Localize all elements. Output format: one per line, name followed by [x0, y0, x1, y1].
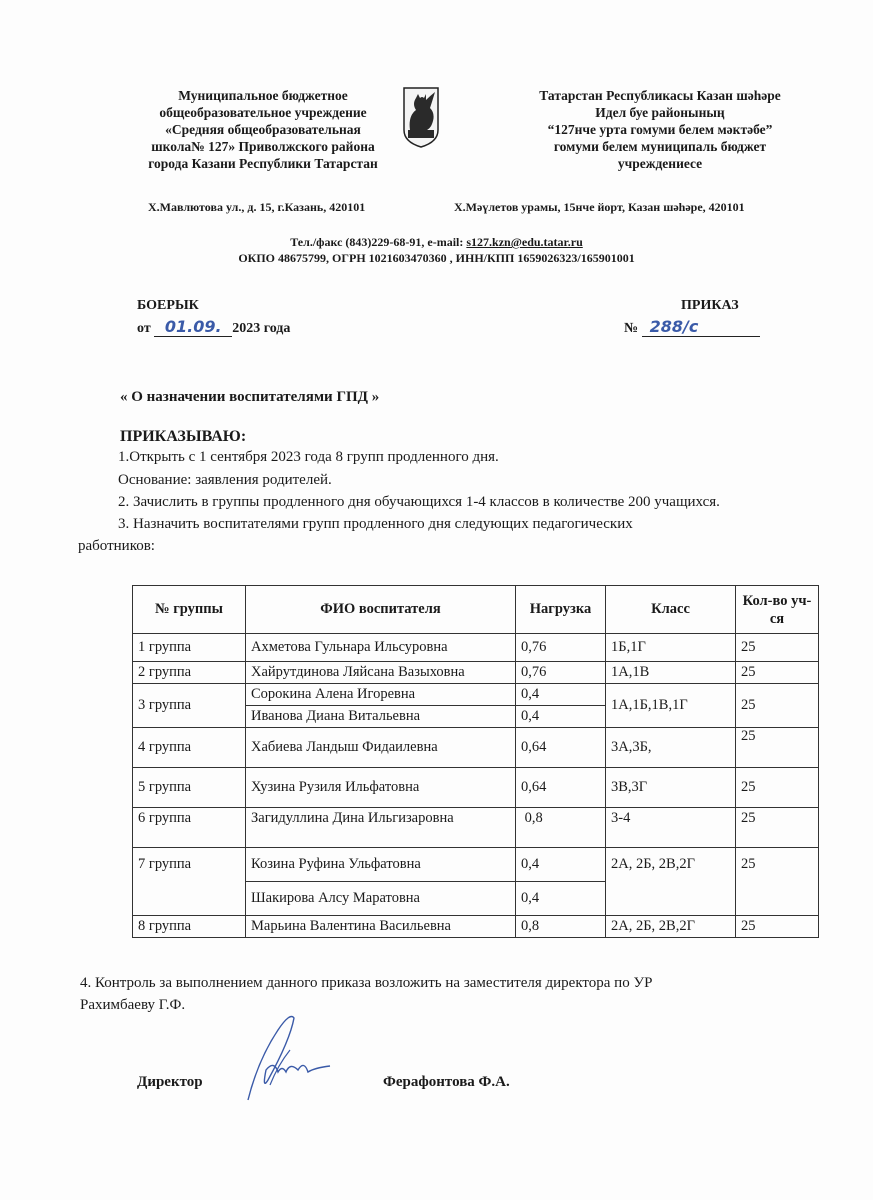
header-line: школа№ 127» Приволжского района: [151, 139, 375, 154]
cell-group: 5 группа: [133, 768, 246, 808]
cell-load: 0,4: [516, 882, 606, 916]
cell-name: Козина Руфина Ульфатовна: [246, 848, 516, 882]
cell-group: 3 группа: [133, 684, 246, 728]
cell-group: 7 группа: [133, 848, 246, 882]
cell-class: 1Б,1Г: [606, 634, 736, 662]
cell-name: Марьина Валентина Васильевна: [246, 916, 516, 938]
order-title-russian: ПРИКАЗ: [681, 298, 739, 313]
col-header-group: № группы: [133, 586, 246, 634]
order-date: [137, 317, 290, 337]
date-suffix: 2023 года: [232, 321, 291, 336]
cell-name: Сорокина Алена Игоревна: [246, 684, 516, 706]
cell-count: 25: [736, 728, 819, 768]
header-line: гомуми белем муниципаль бюджет: [553, 139, 767, 154]
school-name-russian: [118, 87, 408, 172]
table-row: [133, 684, 819, 706]
cell-group: 1 группа: [133, 634, 246, 662]
address-russian: Х.Мавлютова ул., д. 15, г.Казань, 420101: [148, 200, 366, 214]
cell-load: 0,64: [516, 728, 606, 768]
cell-load: 0,8: [516, 916, 606, 938]
header-line: “127нче урта гомуми белем мәктәбе”: [547, 122, 773, 137]
cell-count: 25: [736, 848, 819, 882]
address-tatar: Х.Мәүлетов урамы, 15нче йорт, Казан шәһәре, 420101: [454, 200, 745, 214]
cell-group: [133, 882, 246, 916]
cell-name: Ахметова Гульнара Ильсуровна: [246, 634, 516, 662]
order-number: [624, 317, 760, 337]
director-name: Ферафонтова Ф.А.: [383, 1074, 510, 1090]
cell-class: 3В,3Г: [606, 768, 736, 808]
col-header-class: Класс: [606, 586, 736, 634]
date-prefix: от: [137, 321, 151, 336]
order-title-tatar: БОЕРЫК: [137, 298, 199, 313]
cell-count: 25: [736, 634, 819, 662]
cell-count: 25: [736, 662, 819, 684]
item-3-cont: работников:: [78, 538, 155, 554]
item-4-cont: Рахимбаеву Г.Ф.: [80, 997, 186, 1013]
cell-load: 0,76: [516, 634, 606, 662]
item-2: 2. Зачислить в группы продленного дня обучающихся 1-4 классов в количестве 200 учащихся.: [118, 494, 720, 510]
cell-count: 25: [736, 684, 819, 728]
school-name-tatar: [520, 87, 800, 172]
cell-group: 6 группа: [133, 808, 246, 848]
basis: Основание: заявления родителей.: [118, 472, 332, 488]
col-header-count: Кол-во уч-ся: [736, 586, 819, 634]
email-link[interactable]: s127.kzn@edu.tatar.ru: [466, 235, 583, 249]
educators-table: [132, 585, 819, 938]
cell-group: 2 группа: [133, 662, 246, 684]
cell-class: [606, 882, 736, 916]
header-line: Идел буе районының: [595, 105, 725, 120]
header-line: общеобразовательное учреждение: [159, 105, 367, 120]
cell-count: 25: [736, 916, 819, 938]
cell-class: 3А,3Б,: [606, 728, 736, 768]
phone-fax: Тел./факс (843)229-68-91, e-mail:: [290, 235, 467, 249]
header-line: Татарстан Республикасы Казан шәһәре: [539, 88, 781, 103]
table-row: [133, 768, 819, 808]
handwritten-signature-icon: [218, 1010, 338, 1105]
table-row: [133, 634, 819, 662]
cell-name: Шакирова Алсу Маратовна: [246, 882, 516, 916]
cell-count: [736, 882, 819, 916]
registry-codes: ОКПО 48675799, ОГРН 1021603470360 , ИНН/КПП 1659026323/165901001: [238, 251, 635, 265]
cell-name: Хайрутдинова Ляйсана Вазыховна: [246, 662, 516, 684]
col-header-load: Нагрузка: [516, 586, 606, 634]
cell-name: Иванова Диана Витальевна: [246, 706, 516, 728]
kazan-coat-of-arms-icon: [402, 86, 440, 148]
cell-count: 25: [736, 768, 819, 808]
table-row: [133, 882, 819, 916]
header-line: учреждениесе: [617, 156, 703, 171]
cell-class: 2А, 2Б, 2В,2Г: [606, 848, 736, 882]
header-line: Муниципальное бюджетное: [178, 88, 348, 103]
cell-class: 1А,1В: [606, 662, 736, 684]
header-line: «Средняя общеобразовательная: [165, 122, 361, 137]
cell-name: Загидуллина Дина Ильгизаровна: [246, 808, 516, 848]
cell-group: 8 группа: [133, 916, 246, 938]
date-handwritten: 01.09.: [154, 317, 232, 337]
cell-load: 0,4: [516, 848, 606, 882]
cell-load: 0,4: [516, 684, 606, 706]
item-3: 3. Назначить воспитателями групп продленного дня следующих педагогических: [118, 516, 633, 532]
cell-load: 0,76: [516, 662, 606, 684]
director-role: Директор: [137, 1074, 203, 1090]
order-word: ПРИКАЗЫВАЮ:: [120, 428, 247, 445]
table-row: [133, 662, 819, 684]
cell-name: Хузина Рузиля Ильфатовна: [246, 768, 516, 808]
col-header-name: ФИО воспитателя: [246, 586, 516, 634]
table-row: [133, 808, 819, 848]
table-header-row: [133, 586, 819, 634]
table-row: [133, 916, 819, 938]
number-prefix: №: [624, 321, 639, 336]
cell-group: 4 группа: [133, 728, 246, 768]
cell-load: 0,8: [516, 808, 606, 848]
cell-name: Хабиева Ландыш Фидаилевна: [246, 728, 516, 768]
cell-load: 0,4: [516, 706, 606, 728]
header-line: города Казани Республики Татарстан: [148, 156, 378, 171]
item-1: 1.Открыть с 1 сентября 2023 года 8 групп продленного дня.: [118, 449, 499, 465]
cell-load: 0,64: [516, 768, 606, 808]
number-handwritten: 288/с: [642, 317, 760, 337]
cell-count: 25: [736, 808, 819, 848]
item-4: 4. Контроль за выполнением данного приказа возложить на заместителя директора по УР: [80, 975, 653, 991]
cell-class: 2А, 2Б, 2В,2Г: [606, 916, 736, 938]
contacts: [0, 234, 873, 266]
table-row: [133, 728, 819, 768]
cell-class: 3-4: [606, 808, 736, 848]
table-row: [133, 848, 819, 882]
order-subject: « О назначении воспитателями ГПД »: [120, 389, 380, 405]
cell-class: 1А,1Б,1В,1Г: [606, 684, 736, 728]
